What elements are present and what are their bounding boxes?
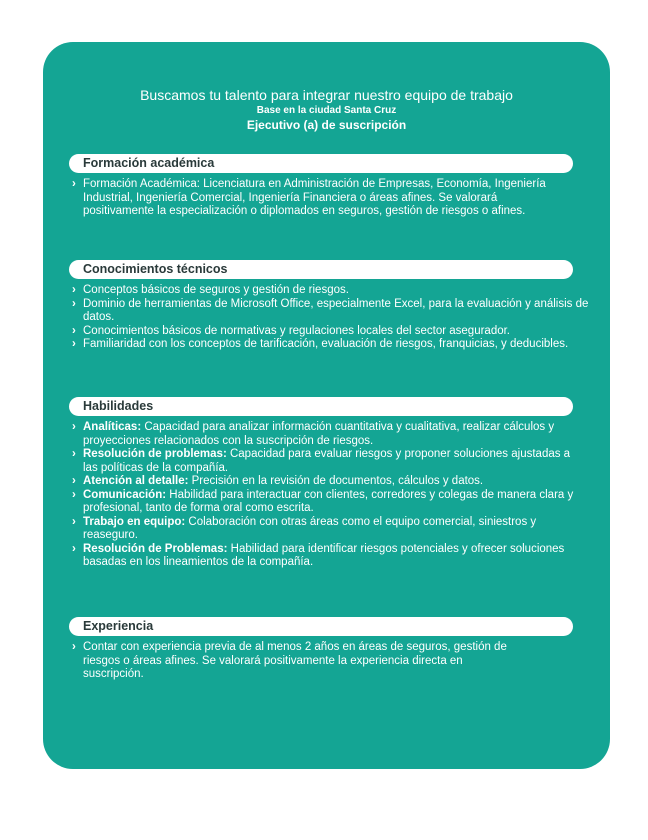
- chevron-right-icon: ›: [72, 542, 76, 555]
- chevron-right-icon: ›: [72, 284, 76, 296]
- job-posting-card: [43, 42, 610, 769]
- section-habilidades: [69, 397, 609, 570]
- header-role: Ejecutivo (a) de suscripción: [246, 118, 407, 132]
- list-item: › Conocimientos básicos de normativas y regulaciones locales del sector asegurador.: [72, 324, 511, 337]
- list-item: › Dominio de herramientas de Microsoft Office, especialmente Excel, para la evaluación y análisis de datos.: [72, 297, 589, 323]
- chevron-right-icon: ›: [72, 324, 76, 337]
- list-item: › Conceptos básicos de seguros y gestión de riesgos.: [72, 284, 349, 296]
- section-list: [69, 421, 575, 570]
- chevron-right-icon: ›: [72, 421, 76, 433]
- list-item: › Resolución de Problemas: Habilidad para identificar riesgos potenciales y ofrecer soluciones basadas en los lineamientos de la compañía.: [72, 542, 565, 568]
- section-list: [69, 178, 555, 219]
- chevron-right-icon: ›: [72, 515, 76, 528]
- list-item: › Trabajo en equipo: Colaboración con otras áreas como el equipo comercial, siniestros y reaseguro.: [72, 515, 537, 541]
- header-location: Base en la ciudad Santa Cruz: [256, 105, 397, 116]
- chevron-right-icon: ›: [72, 448, 76, 460]
- section-experiencia: [69, 617, 609, 682]
- section-title: Formación académica: [69, 154, 573, 173]
- list-item: › Formación Académica: Licenciatura en Administración de Empresas, Economía, Ingeniería Industrial, Ingeniería Comercial, Ingeniería Financiera o áreas afines. Se valorará positivamente la especialización o diplomados en seguros, gestión de riesgos o afines.: [72, 178, 546, 217]
- section-formacion: [69, 154, 609, 219]
- section-conocimientos: [69, 260, 609, 352]
- chevron-right-icon: ›: [72, 338, 76, 350]
- list-item: › Analíticas: Capacidad para analizar información cuantitativa y cualitativa, realizar cálculos y proyecciones relacionados con la suscripción de riesgos.: [72, 421, 555, 447]
- section-title: Conocimientos técnicos: [69, 260, 573, 279]
- header: [43, 86, 610, 133]
- list-item: › Familiaridad con los conceptos de tarificación, evaluación de riesgos, franquicias, y deducibles.: [72, 338, 569, 350]
- chevron-right-icon: ›: [72, 488, 76, 501]
- section-list: [69, 284, 599, 352]
- list-item: › Atención al detalle: Precisión en la revisión de documentos, cálculos y datos.: [72, 475, 484, 487]
- chevron-right-icon: ›: [72, 297, 76, 310]
- list-item: › Comunicación: Habilidad para interactuar con clientes, corredores y colegas de manera clara y profesional, tanto de forma oral como escrita.: [72, 488, 574, 514]
- section-list: [69, 641, 519, 682]
- section-title: Habilidades: [69, 397, 573, 416]
- list-item: › Resolución de problemas: Capacidad para evaluar riesgos y proponer soluciones ajustadas a las políticas de la compañía.: [72, 448, 571, 474]
- chevron-right-icon: ›: [72, 641, 76, 653]
- header-title: Buscamos tu talento para integrar nuestro equipo de trabajo: [140, 87, 513, 103]
- chevron-right-icon: ›: [72, 475, 76, 487]
- chevron-right-icon: ›: [72, 178, 76, 190]
- list-item: › Contar con experiencia previa de al menos 2 años en áreas de seguros, gestión de riesgos o áreas afines. Se valorará positivamente la experiencia directa en suscripción.: [72, 641, 507, 680]
- section-title: Experiencia: [69, 617, 573, 636]
